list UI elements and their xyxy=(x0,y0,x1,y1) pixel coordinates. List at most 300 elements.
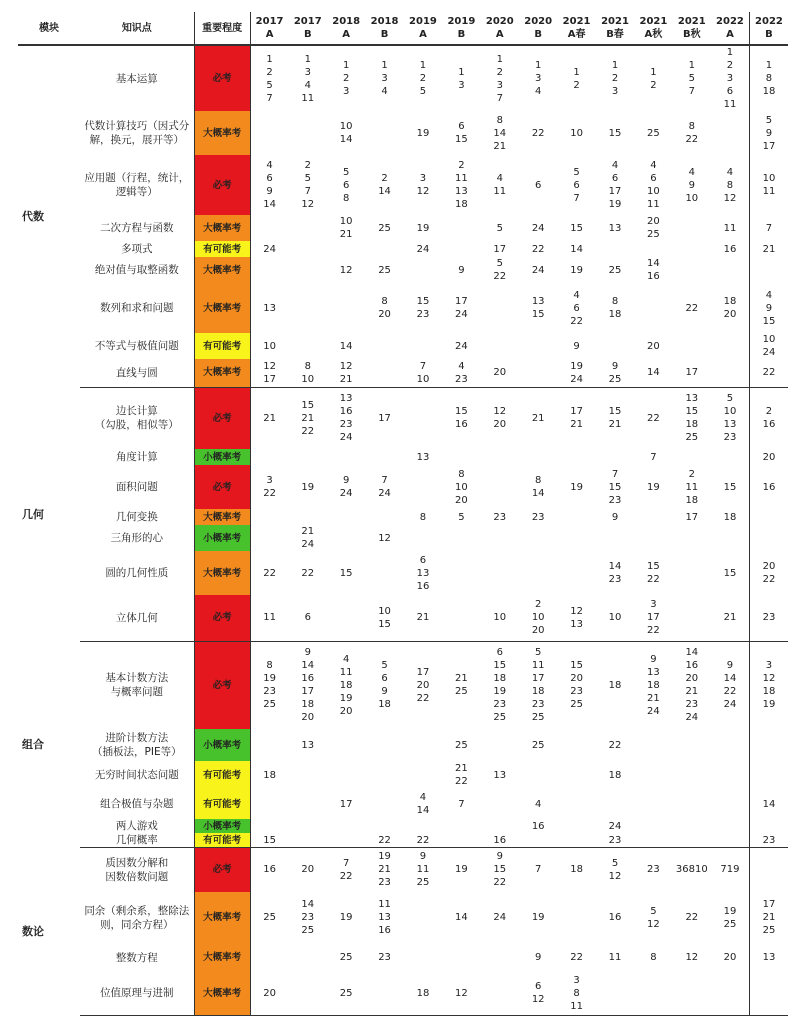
problem-numbers-cell: 13 xyxy=(301,739,315,751)
topic-cell: 圆的几何性质 xyxy=(105,567,169,579)
problem-numbers-cell: 14 xyxy=(570,243,583,255)
problem-numbers-cell: 15 xyxy=(711,551,749,595)
topic-cell: 绝对值与取整函数 xyxy=(94,264,179,276)
problem-numbers-cell xyxy=(365,333,403,359)
header-year: 2021 A春 xyxy=(557,12,595,45)
problem-numbers-cell: 10 15 xyxy=(365,595,403,641)
problem-numbers-cell xyxy=(519,449,557,465)
problem-numbers-cell: 2 16 xyxy=(762,406,776,431)
table-row xyxy=(18,387,788,449)
problem-numbers-cell: 19 25 xyxy=(711,892,749,944)
problem-numbers-cell xyxy=(711,333,749,359)
problem-numbers-cell xyxy=(673,729,711,761)
problem-numbers-cell: 25 xyxy=(608,264,622,276)
problem-numbers-cell: 20 xyxy=(481,359,519,387)
problem-numbers-cell: 19 xyxy=(531,912,545,923)
problem-numbers-cell: 13 xyxy=(263,302,276,314)
problem-numbers-cell xyxy=(749,729,788,761)
problem-numbers-cell: 1 3 4 xyxy=(535,60,542,97)
problem-numbers-cell xyxy=(711,359,749,387)
topic-cell: 多项式 xyxy=(121,243,153,255)
problem-numbers-cell: 1 2 xyxy=(573,66,580,91)
importance-badge: 必考 xyxy=(194,155,250,215)
problem-numbers-cell: 19 xyxy=(301,481,315,493)
problem-numbers-cell: 25 xyxy=(339,952,353,963)
topic-cell: 无穷时间状态问题 xyxy=(94,769,179,781)
module-label: 组合 xyxy=(22,737,44,751)
topic-cell: 同余（剩余系，整除法则，同余方程） xyxy=(84,904,190,931)
problem-numbers-cell xyxy=(365,509,403,525)
problem-numbers-cell xyxy=(404,892,442,944)
problem-numbers-cell: 20 xyxy=(301,864,315,876)
problem-numbers-cell: 9 xyxy=(535,952,542,963)
table-row xyxy=(18,819,788,833)
problem-numbers-cell xyxy=(289,972,327,1016)
table-row xyxy=(18,525,788,551)
problem-numbers-cell xyxy=(634,789,672,819)
importance-badge: 必考 xyxy=(194,387,250,449)
problem-numbers-cell xyxy=(442,449,480,465)
problem-numbers-cell: 1 3 xyxy=(458,66,465,91)
problem-numbers-cell xyxy=(365,111,403,155)
problem-numbers-cell xyxy=(365,359,403,387)
problem-numbers-cell: 18 xyxy=(711,509,749,525)
header-row xyxy=(18,12,788,45)
problem-numbers-cell xyxy=(289,944,327,972)
topic-cell: 角度计算 xyxy=(115,451,158,463)
problem-numbers-cell: 5 9 17 xyxy=(762,114,776,152)
problem-numbers-cell: 19 xyxy=(416,127,430,139)
problem-numbers-cell: 2 10 20 xyxy=(519,595,557,641)
problem-numbers-cell: 12 xyxy=(442,972,480,1016)
problem-numbers-cell xyxy=(634,241,672,257)
problem-numbers-cell: 14 xyxy=(455,912,468,923)
problem-numbers-cell: 8 18 xyxy=(608,296,622,320)
problem-numbers-cell xyxy=(673,525,711,551)
importance-badge: 大概率考 xyxy=(194,551,250,595)
problem-numbers-cell xyxy=(519,761,557,789)
problem-numbers-cell: 19 xyxy=(455,864,468,876)
problem-numbers-cell: 23 xyxy=(749,833,788,848)
problem-numbers-cell: 22 xyxy=(570,952,583,963)
problem-numbers-cell: 20 25 xyxy=(647,216,660,240)
problem-numbers-cell: 6 13 16 xyxy=(416,554,430,592)
problem-numbers-cell: 19 xyxy=(339,912,353,923)
problem-numbers-cell xyxy=(327,833,365,848)
problem-numbers-cell xyxy=(404,257,442,283)
problem-numbers-cell xyxy=(711,761,749,789)
problem-numbers-cell: 7 xyxy=(535,864,542,876)
module-label: 数论 xyxy=(22,925,44,938)
importance-badge: 大概率考 xyxy=(194,111,250,155)
table-row xyxy=(18,595,788,641)
header-year: 2018 B xyxy=(365,12,403,45)
problem-numbers-cell: 5 6 9 18 xyxy=(378,660,391,711)
problem-numbers-cell xyxy=(289,789,327,819)
importance-badge: 大概率考 xyxy=(194,257,250,283)
problem-numbers-cell xyxy=(481,972,519,1016)
importance-badge: 有可能考 xyxy=(194,789,250,819)
problem-numbers-cell: 15 21 22 xyxy=(301,399,315,437)
problem-numbers-cell: 7 22 xyxy=(339,857,353,882)
topic-cell: 边长计算 （勾股，相似等） xyxy=(94,405,179,432)
problem-numbers-cell: 1 8 18 xyxy=(762,60,776,97)
importance-badge: 有可能考 xyxy=(194,833,250,848)
problem-numbers-cell: 18 xyxy=(263,769,276,781)
problem-numbers-cell xyxy=(404,761,442,789)
problem-numbers-cell xyxy=(481,283,519,333)
problem-numbers-cell: 9 14 16 17 18 20 xyxy=(301,647,315,724)
table-body xyxy=(18,45,788,1016)
problem-numbers-cell xyxy=(404,525,442,551)
problem-numbers-cell: 23 xyxy=(647,864,660,876)
problem-numbers-cell: 1 5 7 xyxy=(688,60,695,97)
topic-cell: 数列和求和问题 xyxy=(100,302,174,314)
problem-numbers-cell: 3 12 xyxy=(416,173,430,197)
problem-numbers-cell xyxy=(327,283,365,333)
problem-numbers-cell: 12 17 xyxy=(250,359,288,387)
problem-numbers-cell: 6 xyxy=(535,179,542,191)
header-year: 2020 A xyxy=(481,12,519,45)
problem-numbers-cell: 17 xyxy=(673,359,711,387)
problem-numbers-cell xyxy=(365,551,403,595)
problem-numbers-cell: 17 21 25 xyxy=(762,899,776,936)
topic-cell: 应用题（行程，统计，逻辑等） xyxy=(84,172,190,198)
problem-numbers-cell xyxy=(749,509,788,525)
problem-numbers-cell xyxy=(289,283,327,333)
topic-cell: 两人游戏 xyxy=(115,820,158,832)
importance-badge: 有可能考 xyxy=(194,241,250,257)
topic-cell: 进阶计数方法 （插板法，PIE等） xyxy=(92,732,182,758)
problem-numbers-cell: 4 6 22 xyxy=(570,289,583,327)
problem-numbers-cell: 19 xyxy=(416,222,430,234)
problem-numbers-cell: 719 xyxy=(711,848,749,892)
problem-numbers-cell: 15 xyxy=(711,465,749,509)
problem-numbers-cell: 23 xyxy=(531,511,545,523)
problem-numbers-cell: 10 xyxy=(570,127,583,139)
topic-cell: 三角形的心 xyxy=(110,532,164,544)
problem-numbers-cell xyxy=(481,525,519,551)
importance-badge: 必考 xyxy=(194,595,250,641)
topic-cell: 代数计算技巧（因式分解，换元，展开等） xyxy=(84,120,190,146)
problem-numbers-cell xyxy=(327,525,365,551)
table-row xyxy=(18,333,788,359)
problem-numbers-cell: 22 xyxy=(365,833,403,848)
topic-cell: 基本计数方法 与概率问题 xyxy=(105,672,169,699)
problem-numbers-cell: 4 8 12 xyxy=(711,155,749,215)
problem-numbers-cell xyxy=(250,789,288,819)
problem-numbers-cell xyxy=(442,944,480,972)
problem-numbers-cell xyxy=(327,729,365,761)
problem-numbers-cell: 15 xyxy=(608,127,622,139)
header-year: 2021 B秋 xyxy=(673,12,711,45)
problem-numbers-cell: 10 14 xyxy=(339,121,353,145)
header-year: 2020 B xyxy=(519,12,557,45)
problem-numbers-cell xyxy=(557,551,595,595)
problem-numbers-cell: 23 xyxy=(493,511,507,523)
module-label: 代数 xyxy=(22,210,44,223)
problem-numbers-cell: 23 xyxy=(749,595,788,641)
problem-numbers-cell xyxy=(327,449,365,465)
problem-numbers-cell: 13 15 18 25 xyxy=(685,393,699,444)
problem-numbers-cell: 12 xyxy=(339,264,353,276)
problem-numbers-cell xyxy=(327,761,365,789)
problem-numbers-cell xyxy=(673,761,711,789)
problem-numbers-cell: 4 11 xyxy=(493,173,507,197)
problem-numbers-cell xyxy=(289,509,327,525)
problem-numbers-cell: 13 16 23 24 xyxy=(339,393,353,444)
problem-numbers-cell xyxy=(327,819,365,833)
problem-numbers-cell xyxy=(557,833,595,848)
problem-numbers-cell: 21 xyxy=(404,595,442,641)
table-row xyxy=(18,833,788,848)
problem-numbers-cell: 4 6 17 19 xyxy=(608,160,622,210)
problem-numbers-cell xyxy=(711,449,749,465)
problem-numbers-cell: 1 2 5 xyxy=(419,60,427,97)
topic-cell: 几何概率 xyxy=(80,833,194,848)
problem-numbers-cell: 7 xyxy=(458,798,465,810)
problem-numbers-cell xyxy=(673,449,711,465)
problem-numbers-cell: 19 24 xyxy=(557,359,595,387)
problem-numbers-cell xyxy=(365,972,403,1016)
problem-numbers-cell: 11 13 16 xyxy=(378,899,391,936)
header-topic: 知识点 xyxy=(80,12,194,45)
problem-numbers-cell: 24 xyxy=(608,820,622,832)
problem-numbers-cell xyxy=(596,241,634,257)
problem-numbers-cell: 7 10 xyxy=(404,359,442,387)
topic-cell: 质因数分解和 因数倍数问题 xyxy=(105,856,169,883)
problem-numbers-cell: 12 xyxy=(378,532,391,544)
problem-numbers-cell: 12 20 xyxy=(493,406,507,431)
problem-numbers-cell: 3 17 22 xyxy=(634,595,672,641)
problem-numbers-cell xyxy=(289,241,327,257)
problem-numbers-cell: 8 14 xyxy=(531,475,545,499)
problem-numbers-cell: 1 2 3 6 11 xyxy=(711,45,749,111)
problem-numbers-cell xyxy=(634,509,672,525)
problem-numbers-cell: 18 20 xyxy=(711,283,749,333)
problem-numbers-cell xyxy=(673,257,711,283)
problem-numbers-cell xyxy=(250,944,288,972)
topic-cell: 位值原理与进制 xyxy=(80,972,194,1016)
problem-numbers-cell xyxy=(365,819,403,833)
problem-numbers-cell xyxy=(481,819,519,833)
problem-numbers-cell xyxy=(557,819,595,833)
problem-numbers-cell: 36810 xyxy=(675,864,708,876)
problem-numbers-cell: 4 11 18 19 20 xyxy=(339,653,353,717)
problem-numbers-cell: 8 20 xyxy=(378,296,391,320)
problem-numbers-cell xyxy=(673,551,711,595)
importance-badge: 必考 xyxy=(194,848,250,892)
table-row xyxy=(18,972,788,1016)
problem-numbers-cell xyxy=(749,819,788,833)
problem-numbers-cell: 15 21 xyxy=(608,406,622,431)
header-year: 2019 B xyxy=(442,12,480,45)
problem-numbers-cell xyxy=(404,465,442,509)
problem-numbers-cell: 24 xyxy=(263,243,276,255)
problem-numbers-cell xyxy=(365,241,403,257)
problem-numbers-cell: 1 2 5 7 xyxy=(266,53,273,104)
problem-numbers-cell xyxy=(673,215,711,241)
problem-numbers-cell: 4 9 15 xyxy=(762,289,776,327)
problem-numbers-cell: 8 14 21 xyxy=(493,114,507,152)
problem-numbers-cell: 25 xyxy=(327,972,365,1016)
problem-numbers-cell: 17 24 xyxy=(455,296,468,320)
header-year: 2017 B xyxy=(289,12,327,45)
problem-numbers-cell: 18 xyxy=(404,972,442,1016)
problem-numbers-cell: 21 25 xyxy=(455,673,468,698)
problem-numbers-cell: 4 14 xyxy=(416,792,430,816)
problem-numbers-cell: 8 xyxy=(650,952,657,963)
problem-numbers-cell xyxy=(634,525,672,551)
problem-numbers-cell: 2 14 xyxy=(378,173,391,197)
problem-numbers-cell xyxy=(289,257,327,283)
problem-numbers-cell: 17 xyxy=(493,243,507,255)
table-row xyxy=(18,155,788,215)
problem-numbers-cell: 8 22 xyxy=(685,121,699,145)
importance-badge: 小概率考 xyxy=(194,729,250,761)
table-row xyxy=(18,729,788,761)
table-row xyxy=(18,45,788,111)
header-year: 2017 A xyxy=(250,12,288,45)
problem-numbers-cell: 22 xyxy=(647,412,660,424)
problem-numbers-cell: 24 xyxy=(416,243,430,255)
problem-numbers-cell: 12 13 xyxy=(557,595,595,641)
problem-numbers-cell xyxy=(442,215,480,241)
header-year: 2018 A xyxy=(327,12,365,45)
problem-numbers-cell: 18 xyxy=(570,864,583,876)
problem-numbers-cell: 24 xyxy=(531,222,545,234)
table-row xyxy=(18,241,788,257)
problem-numbers-cell: 21 22 xyxy=(455,763,468,787)
problem-numbers-cell: 14 16 20 21 23 24 xyxy=(685,647,699,724)
problem-numbers-cell xyxy=(634,283,672,333)
problem-numbers-cell: 15 xyxy=(250,833,288,848)
problem-numbers-cell xyxy=(442,833,480,848)
problem-numbers-cell: 8 10 20 xyxy=(455,468,468,506)
problem-numbers-cell xyxy=(519,359,557,387)
problem-numbers-cell: 5 12 xyxy=(608,857,622,882)
problem-numbers-cell: 11 xyxy=(608,952,622,963)
problem-numbers-cell: 9 13 18 21 24 xyxy=(647,653,660,717)
problem-numbers-cell: 22 xyxy=(685,912,699,923)
problem-numbers-cell: 5 10 13 23 xyxy=(711,387,749,449)
topic-cell: 整数方程 xyxy=(115,951,158,964)
problem-numbers-cell: 6 12 xyxy=(519,972,557,1016)
problem-numbers-cell: 14 xyxy=(339,340,353,352)
problem-numbers-cell: 15 20 23 25 xyxy=(570,660,583,711)
problem-numbers-cell: 2 11 13 18 xyxy=(455,160,468,210)
importance-badge: 必考 xyxy=(194,465,250,509)
problem-numbers-cell: 24 xyxy=(455,340,468,352)
problem-numbers-cell xyxy=(596,525,634,551)
problem-numbers-cell xyxy=(404,387,442,449)
problem-numbers-cell: 6 15 18 19 23 25 xyxy=(493,647,507,724)
problem-numbers-cell: 3 22 xyxy=(263,475,276,499)
table-row xyxy=(18,509,788,525)
header-year: 2021 A秋 xyxy=(634,12,672,45)
importance-badge: 必考 xyxy=(194,45,250,111)
problem-numbers-cell: 5 6 7 xyxy=(573,166,580,204)
problem-numbers-cell xyxy=(481,449,519,465)
problem-numbers-cell xyxy=(557,789,595,819)
problem-numbers-cell: 20 xyxy=(250,972,288,1016)
problem-numbers-cell: 19 21 23 xyxy=(378,851,391,889)
problem-numbers-cell xyxy=(250,449,288,465)
problem-numbers-cell xyxy=(749,972,788,1016)
problem-numbers-cell: 4 9 10 xyxy=(685,166,699,204)
problem-numbers-cell xyxy=(250,257,288,283)
problem-numbers-cell: 21 xyxy=(531,412,545,424)
importance-badge: 大概率考 xyxy=(194,215,250,241)
problem-numbers-cell: 5 xyxy=(458,511,465,523)
problem-numbers-cell xyxy=(673,972,711,1016)
problem-numbers-cell: 25 xyxy=(378,264,391,276)
problem-numbers-cell xyxy=(404,944,442,972)
problem-numbers-cell xyxy=(481,551,519,595)
problem-numbers-cell xyxy=(250,215,288,241)
problem-numbers-cell: 14 xyxy=(634,359,672,387)
problem-numbers-cell xyxy=(442,241,480,257)
problem-numbers-cell: 18 xyxy=(608,679,622,691)
problem-numbers-cell: 25 xyxy=(531,739,545,751)
topic-cell: 立体几何 xyxy=(80,595,194,641)
problem-numbers-cell: 10 21 xyxy=(339,216,353,240)
problem-numbers-cell xyxy=(711,257,749,283)
problem-numbers-cell: 20 xyxy=(762,451,776,463)
problem-numbers-cell: 3 8 11 xyxy=(557,972,595,1016)
topic-cell: 二次方程与函数 xyxy=(100,222,174,234)
topic-cell: 直线与圆 xyxy=(80,359,194,387)
problem-numbers-cell xyxy=(673,241,711,257)
problem-numbers-cell: 9 14 22 24 xyxy=(711,641,749,729)
importance-badge: 大概率考 xyxy=(194,892,250,944)
problem-numbers-cell xyxy=(327,241,365,257)
problem-numbers-cell: 8 19 23 25 xyxy=(263,660,276,711)
problem-numbers-cell: 1 2 3 xyxy=(342,60,350,97)
problem-numbers-cell xyxy=(673,789,711,819)
table-row xyxy=(18,283,788,333)
problem-numbers-cell: 16 xyxy=(711,241,749,257)
problem-numbers-cell: 10 xyxy=(596,595,634,641)
problem-numbers-cell: 11 xyxy=(711,215,749,241)
problem-numbers-cell: 21 xyxy=(762,243,776,255)
problem-numbers-cell: 9 xyxy=(573,340,580,352)
problem-numbers-cell: 15 23 xyxy=(416,296,430,320)
table-row xyxy=(18,761,788,789)
problem-numbers-cell: 10 24 xyxy=(762,334,776,358)
problem-numbers-cell: 20 22 xyxy=(762,561,776,585)
importance-badge: 大概率考 xyxy=(194,972,250,1016)
header-year: 2022 B xyxy=(749,12,788,45)
problem-numbers-cell: 3 12 18 19 xyxy=(762,660,776,711)
problem-numbers-cell xyxy=(711,525,749,551)
problem-numbers-cell: 17 xyxy=(339,798,353,810)
problem-numbers-cell: 1 3 4 xyxy=(381,60,388,97)
problem-numbers-cell: 5 xyxy=(496,222,503,234)
problem-numbers-cell: 4 6 10 11 xyxy=(647,160,660,210)
problem-numbers-cell: 1 2 3 7 xyxy=(496,53,503,104)
problem-numbers-cell: 13 xyxy=(608,222,622,234)
problem-numbers-cell: 5 11 17 18 23 25 xyxy=(531,647,545,724)
problem-numbers-cell xyxy=(519,551,557,595)
problem-numbers-cell: 16 xyxy=(531,820,545,832)
problem-numbers-cell xyxy=(711,789,749,819)
table-row xyxy=(18,848,788,892)
problem-numbers-cell: 7 xyxy=(650,451,657,463)
problem-numbers-cell: 1 2 3 xyxy=(611,60,619,97)
problem-numbers-cell: 25 xyxy=(378,222,391,234)
problem-numbers-cell: 20 xyxy=(711,944,749,972)
